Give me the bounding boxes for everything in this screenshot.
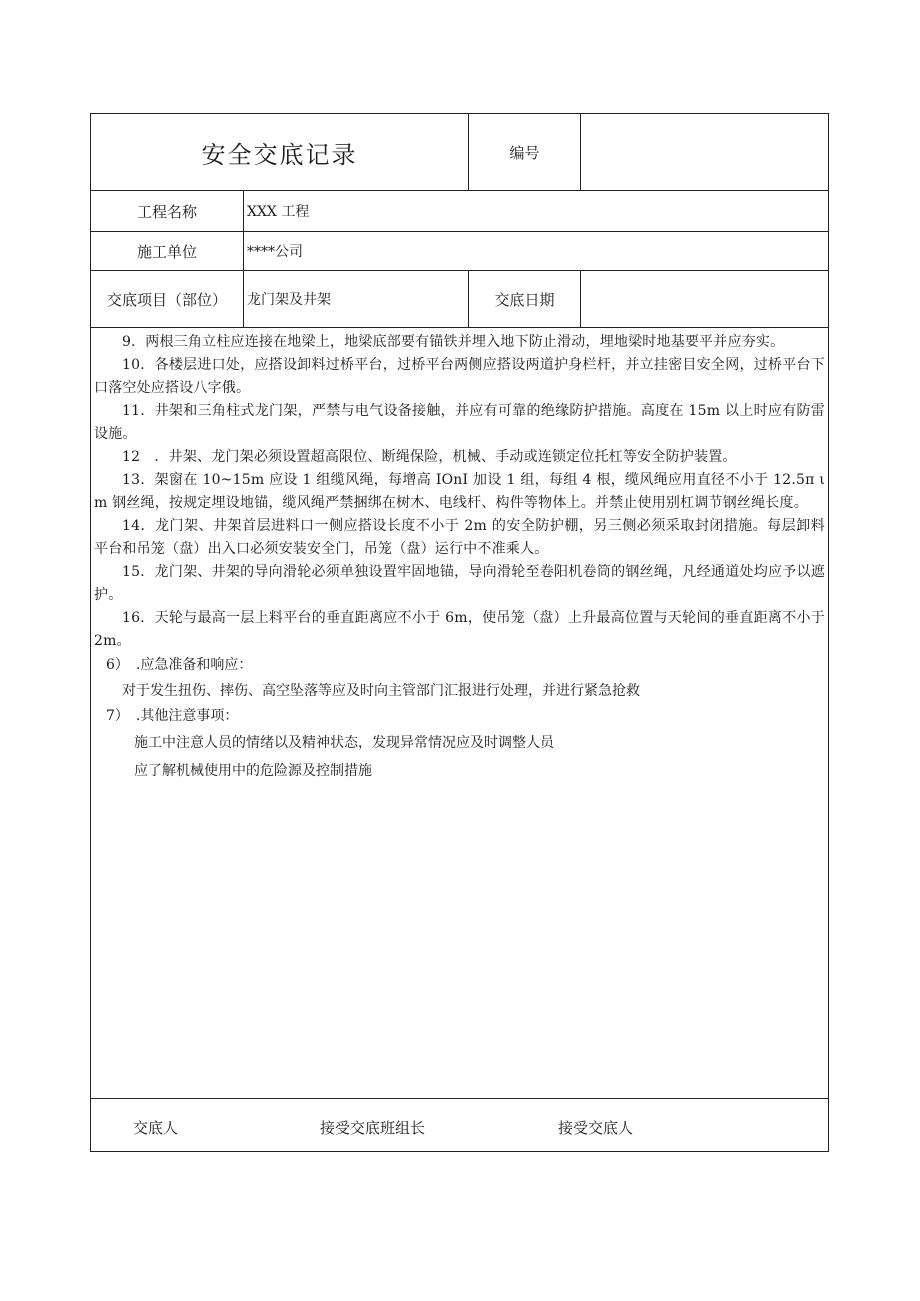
- briefing-content: [91, 328, 828, 1099]
- number-value[interactable]: [580, 114, 828, 190]
- presenter-label: 交底人: [133, 1119, 179, 1137]
- content-paragraph: 10．各楼层进口处，应搭设卸料过桥平台，过桥平台两侧应搭设两道护身栏杆，并立挂密目安全网，过桥平台下口落空处应搭设八字俄。: [94, 357, 825, 396]
- content-paragraph: 11．井架和三角柱式龙门架，严禁与电气设备接触，并应有可靠的绝缘防护措施。高度在 15m 以上时应有防雷设施。: [94, 403, 825, 442]
- receiver-label: 接受交底人: [558, 1119, 634, 1137]
- construction-unit-value[interactable]: ****公司: [243, 232, 828, 270]
- content-paragraph: 16．天轮与最高一层上料平台的垂直距离应不小于 6m，使吊笼（盘）上升最高位置与天轮间的垂直距离不小于 2m。: [94, 610, 825, 649]
- safety-briefing-form: [90, 113, 829, 1152]
- briefing-item-value[interactable]: 龙门架及井架: [243, 271, 468, 327]
- title-row: [91, 114, 828, 191]
- section-6-title: 6） .应急准备和响应：: [106, 657, 253, 673]
- number-label: 编号: [468, 114, 580, 190]
- briefing-item-row: [91, 271, 828, 328]
- project-name-label: 工程名称: [136, 202, 197, 221]
- content-paragraph: 9．两根三角立柱应连接在地梁上，地梁底部要有锚铁并埋入地下防止滑动，埋地梁时地基要平并应夯实。: [122, 334, 785, 350]
- section-7-line: 应了解机械使用中的危险源及控制措施: [134, 763, 372, 779]
- section-7-title: 7） .其他注意事项：: [106, 708, 239, 724]
- construction-unit-row: [91, 232, 828, 271]
- briefing-item-label: 交底项目（部位）: [106, 290, 227, 309]
- content-paragraph: 15．龙门架、井架的导向滑轮必须单独设置牢固地锚，导向滑轮至卷阳机卷筒的钢丝绳，凡经通道处均应予以遮护。: [94, 564, 825, 603]
- content-paragraph: 14．龙门架、井架首层进料口一侧应搭设长度不小于 2m 的安全防护棚，另三侧必须采取封闭措施。每层卸料平台和吊笼（盘）出入口必须安装安全门，吊笼（盘）运行中不准乘人。: [94, 518, 825, 557]
- construction-unit-label: 施工单位: [136, 242, 197, 261]
- briefing-date-label: 交底日期: [468, 271, 580, 327]
- project-name-row: [91, 191, 828, 232]
- signature-footer: [91, 1099, 828, 1151]
- project-name-value[interactable]: XXX 工程: [243, 191, 828, 231]
- section-6-text: 对于发生扭伤、摔伤、高空坠落等应及时向主管部门汇报进行处理，并进行紧急抢救: [122, 683, 640, 699]
- briefing-date-value[interactable]: [580, 271, 828, 327]
- content-paragraph: 13．架窗在 10~15m 应设 1 组缆风绳，每增高 IOnI 加设 1 组，每组 4 根，缆风绳应用直径不小于 12.5π ι m 钢丝绳，按规定埋设地锚，缆风绳严禁捆绑在树木、电线杆、构件等物体上。并禁止使用别杠调节钢丝绳长度。: [94, 472, 825, 511]
- section-7-line: 施工中注意人员的情绪以及精神状态，发现异常情况应及时调整人员: [134, 735, 554, 751]
- form-title: 安全交底记录: [201, 140, 358, 169]
- team-leader-label: 接受交底班组长: [320, 1119, 426, 1137]
- content-paragraph: 12 ．井架、龙门架必须设置超高限位、断绳保险，机械、手动或连锁定位托杠等安全防护装置。: [122, 449, 737, 465]
